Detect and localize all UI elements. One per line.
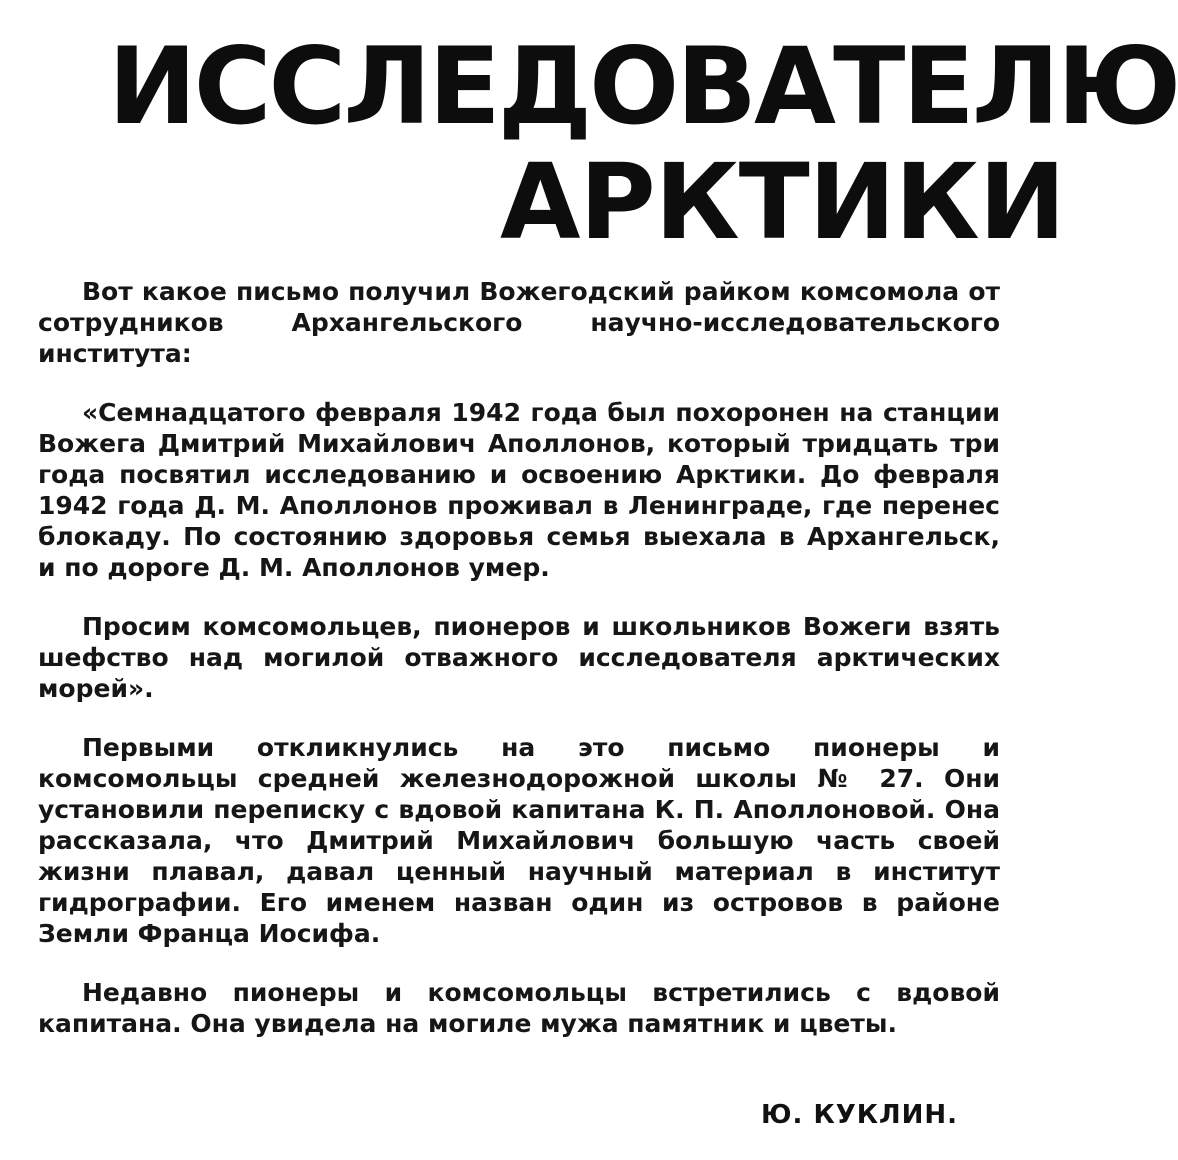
- paragraph-letter-request: Просим комсомольцев, пионеров и школьников Вожеги взять шефство над могилой отважного исследователя арктических морей».: [38, 612, 1000, 703]
- author-signature: Ю. КУКЛИН.: [761, 1100, 958, 1130]
- article-body: [38, 276, 1000, 1067]
- paragraph-intro: Вот какое письмо получил Вожегодский райком комсомола от сотрудников Архангельского научно-исследовательского института:: [38, 277, 1000, 368]
- paragraph-response: Первыми откликнулись на это письмо пионеры и комсомольцы средней железнодорожной школы № 27. Они установили переписку с вдовой капитана К. П. Аполлоновой. Она рассказала, что Дмитрий Михайлович большую часть своей жизни плавал, давал ценный научный материал в институт гидрографии. Его именем назван один из островов в районе Земли Франца Иосифа.: [38, 733, 1000, 948]
- paragraph-letter-quote: «Семнадцатого февраля 1942 года был похоронен на станции Вожега Дмитрий Михайлович Аполлонов, который тридцать три года посвятил исследованию и освоению Арктики. До февраля 1942 года Д. М. Аполлонов проживал в Ленинграде, где перенес блокаду. По состоянию здоровья семья выехала в Архангельск, и по дороге Д. М. Аполлонов умер.: [38, 398, 1000, 582]
- headline-line-1: ИССЛЕДОВАТЕЛЮ: [108, 25, 1178, 148]
- headline-line-2: АРКТИКИ: [500, 141, 1065, 263]
- paragraph-conclusion: Недавно пионеры и комсомольцы встретились с вдовой капитана. Она увидела на могиле мужа памятник и цветы.: [38, 978, 1000, 1038]
